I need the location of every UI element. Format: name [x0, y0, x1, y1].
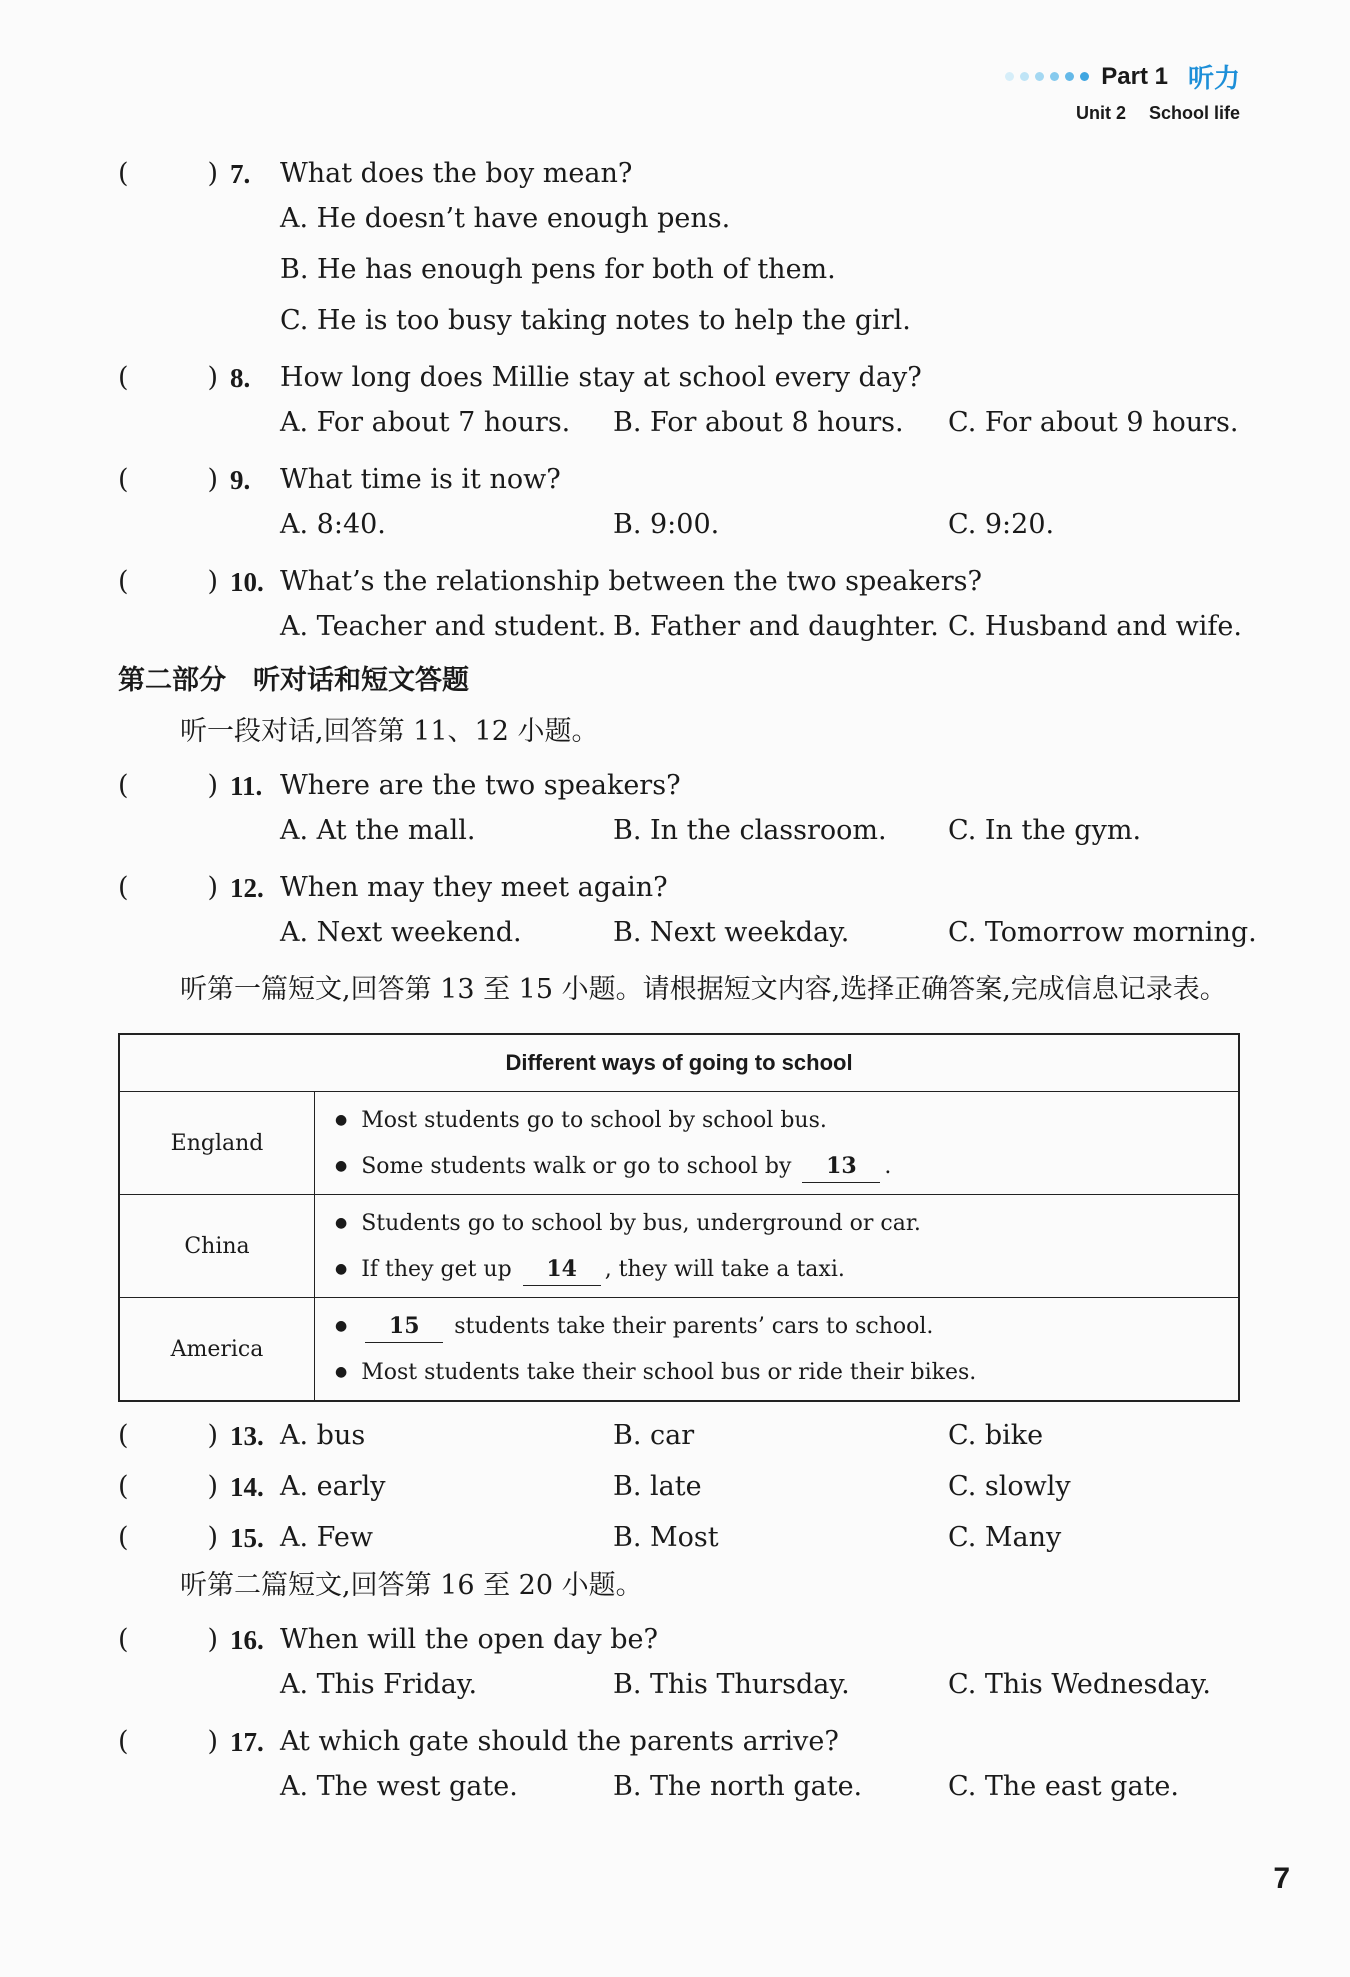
- table-row: [119, 1092, 1239, 1195]
- dot-icon: [1050, 72, 1059, 81]
- blank-14[interactable]: 14: [523, 1253, 601, 1286]
- page-number: 7: [1273, 1862, 1290, 1895]
- option-c: C. Husband and wife.: [948, 611, 1242, 642]
- option-a: A. bus: [280, 1419, 366, 1451]
- option-b: B. car: [613, 1419, 695, 1451]
- question-13: [118, 1410, 1248, 1461]
- option-b: B. This Thursday.: [613, 1669, 850, 1700]
- option-a: A. The west gate.: [280, 1771, 518, 1802]
- page-header: [1005, 58, 1240, 124]
- table-row: [119, 1298, 1239, 1402]
- bullet-item: ● Students go to school by bus, underground or car.: [335, 1200, 1237, 1246]
- option-a: A. 8:40.: [280, 509, 386, 540]
- answer-blank[interactable]: ( ): [118, 463, 218, 495]
- option-a: A. This Friday.: [280, 1669, 478, 1700]
- section-heading: 第二部分 听对话和短文答题: [118, 665, 469, 696]
- answer-blank[interactable]: ( ): [118, 1623, 218, 1655]
- table-title: Different ways of going to school: [119, 1034, 1239, 1092]
- decorative-dots: [1005, 72, 1089, 81]
- options-row: [118, 607, 1248, 658]
- option-b: B. He has enough pens for both of them.: [280, 254, 836, 285]
- answer-blank[interactable]: ( ): [118, 361, 218, 393]
- header-part: Part 1: [1101, 62, 1168, 90]
- question-number: 11.: [230, 770, 263, 801]
- question-9: [118, 454, 1248, 505]
- question-text: What time is it now?: [280, 463, 561, 495]
- option-c: C. bike: [948, 1419, 1044, 1451]
- question-number: 14.: [230, 1471, 264, 1502]
- option-c: C. In the gym.: [948, 815, 1142, 846]
- option-a: A. Teacher and student.: [280, 611, 607, 642]
- dot-icon: [1080, 72, 1089, 81]
- items-cell: [315, 1195, 1240, 1298]
- option-a: A. He doesn’t have enough pens.: [280, 203, 731, 234]
- table-row: [119, 1195, 1239, 1298]
- blank-15[interactable]: 15: [365, 1310, 443, 1343]
- option-b: B. late: [613, 1470, 702, 1502]
- question-number: 12.: [230, 872, 264, 903]
- dot-icon: [1065, 72, 1074, 81]
- bullet-item: ● Most students take their school bus or ride their bikes.: [335, 1349, 1237, 1395]
- option-a: A. Next weekend.: [280, 917, 522, 948]
- question-7: [118, 148, 1248, 199]
- question-number: 9.: [230, 464, 251, 495]
- bullet-item: ● If they get up 14 , they will take a taxi.: [335, 1246, 1237, 1292]
- bullet-item: ● 15 students take their parents’ cars to school.: [335, 1303, 1237, 1349]
- option-b: B. Most: [613, 1521, 719, 1553]
- dot-icon: [1020, 72, 1029, 81]
- question-text: When may they meet again?: [280, 871, 668, 903]
- answer-blank[interactable]: ( ): [118, 1419, 218, 1451]
- question-12: [118, 862, 1248, 913]
- dot-icon: [1005, 72, 1014, 81]
- options-row: [118, 811, 1248, 862]
- country-cell: America: [119, 1298, 315, 1402]
- dot-icon: [1035, 72, 1044, 81]
- items-cell: [315, 1298, 1240, 1402]
- question-number: 7.: [230, 158, 251, 189]
- question-8: [118, 352, 1248, 403]
- option-b: B. For about 8 hours.: [613, 407, 904, 438]
- answer-blank[interactable]: ( ): [118, 871, 218, 903]
- question-text: How long does Millie stay at school every day?: [280, 361, 922, 393]
- options-row: [118, 1767, 1248, 1818]
- question-10: [118, 556, 1248, 607]
- question-number: 15.: [230, 1522, 264, 1553]
- options-row: [118, 1665, 1248, 1716]
- bullet-item: ● Most students go to school by school bus.: [335, 1097, 1237, 1143]
- question-text: At which gate should the parents arrive?: [280, 1725, 839, 1757]
- option-b: B. Next weekday.: [613, 917, 850, 948]
- option-c: C. For about 9 hours.: [948, 407, 1239, 438]
- option-b: B. The north gate.: [613, 1771, 863, 1802]
- option-c: C. He is too busy taking notes to help the girl.: [280, 305, 911, 336]
- question-list: [118, 148, 1257, 1818]
- option-c: C. Many: [948, 1521, 1062, 1553]
- items-cell: [315, 1092, 1240, 1195]
- answer-blank[interactable]: ( ): [118, 1470, 218, 1502]
- option-c: C. The east gate.: [948, 1771, 1179, 1802]
- question-14: [118, 1461, 1248, 1512]
- instruction: 听第一篇短文,回答第 13 至 15 小题。请根据短文内容,选择正确答案,完成信息记录表。: [180, 974, 1227, 1005]
- country-cell: England: [119, 1092, 315, 1195]
- info-table: [118, 1033, 1240, 1402]
- question-number: 13.: [230, 1420, 264, 1451]
- bullet-item: ● Some students walk or go to school by 13 .: [335, 1143, 1237, 1189]
- option-b: B. 9:00.: [613, 509, 720, 540]
- option-b: B. In the classroom.: [613, 815, 887, 846]
- country-cell: China: [119, 1195, 315, 1298]
- question-text: What’s the relationship between the two speakers?: [280, 565, 982, 597]
- question-15: [118, 1512, 1248, 1563]
- header-unit: Unit 2: [1075, 103, 1126, 123]
- options-row: [118, 913, 1257, 964]
- option-a: A. early: [280, 1470, 386, 1502]
- question-11: [118, 760, 1248, 811]
- question-number: 8.: [230, 362, 251, 393]
- option-a: A. For about 7 hours.: [280, 407, 571, 438]
- option-a: A. At the mall.: [280, 815, 476, 846]
- option-c: C. slowly: [948, 1470, 1071, 1502]
- question-17: [118, 1716, 1248, 1767]
- answer-blank[interactable]: ( ): [118, 565, 218, 597]
- header-section: 听力: [1187, 63, 1240, 93]
- option-c: C. 9:20.: [948, 509, 1055, 540]
- answer-blank[interactable]: ( ): [118, 1725, 218, 1757]
- answer-blank[interactable]: ( ): [118, 769, 218, 801]
- blank-13[interactable]: 13: [802, 1150, 880, 1183]
- instruction: 听一段对话,回答第 11、12 小题。: [180, 716, 599, 747]
- question-number: 17.: [230, 1726, 264, 1757]
- header-unit-title: School life: [1148, 103, 1240, 123]
- options-row: [118, 403, 1248, 454]
- option-b: B. Father and daughter.: [613, 611, 939, 642]
- question-text: What does the boy mean?: [280, 157, 633, 189]
- option-c: C. This Wednesday.: [948, 1669, 1211, 1700]
- option-c: C. Tomorrow morning.: [948, 917, 1257, 948]
- question-number: 16.: [230, 1624, 264, 1655]
- option-a: A. Few: [280, 1521, 374, 1553]
- instruction: 听第二篇短文,回答第 16 至 20 小题。: [180, 1570, 643, 1601]
- answer-blank[interactable]: ( ): [118, 157, 218, 189]
- question-text: Where are the two speakers?: [280, 769, 681, 801]
- answer-blank[interactable]: ( ): [118, 1521, 218, 1553]
- question-text: When will the open day be?: [280, 1623, 658, 1655]
- question-number: 10.: [230, 566, 264, 597]
- options-row: [118, 505, 1248, 556]
- question-16: [118, 1614, 1248, 1665]
